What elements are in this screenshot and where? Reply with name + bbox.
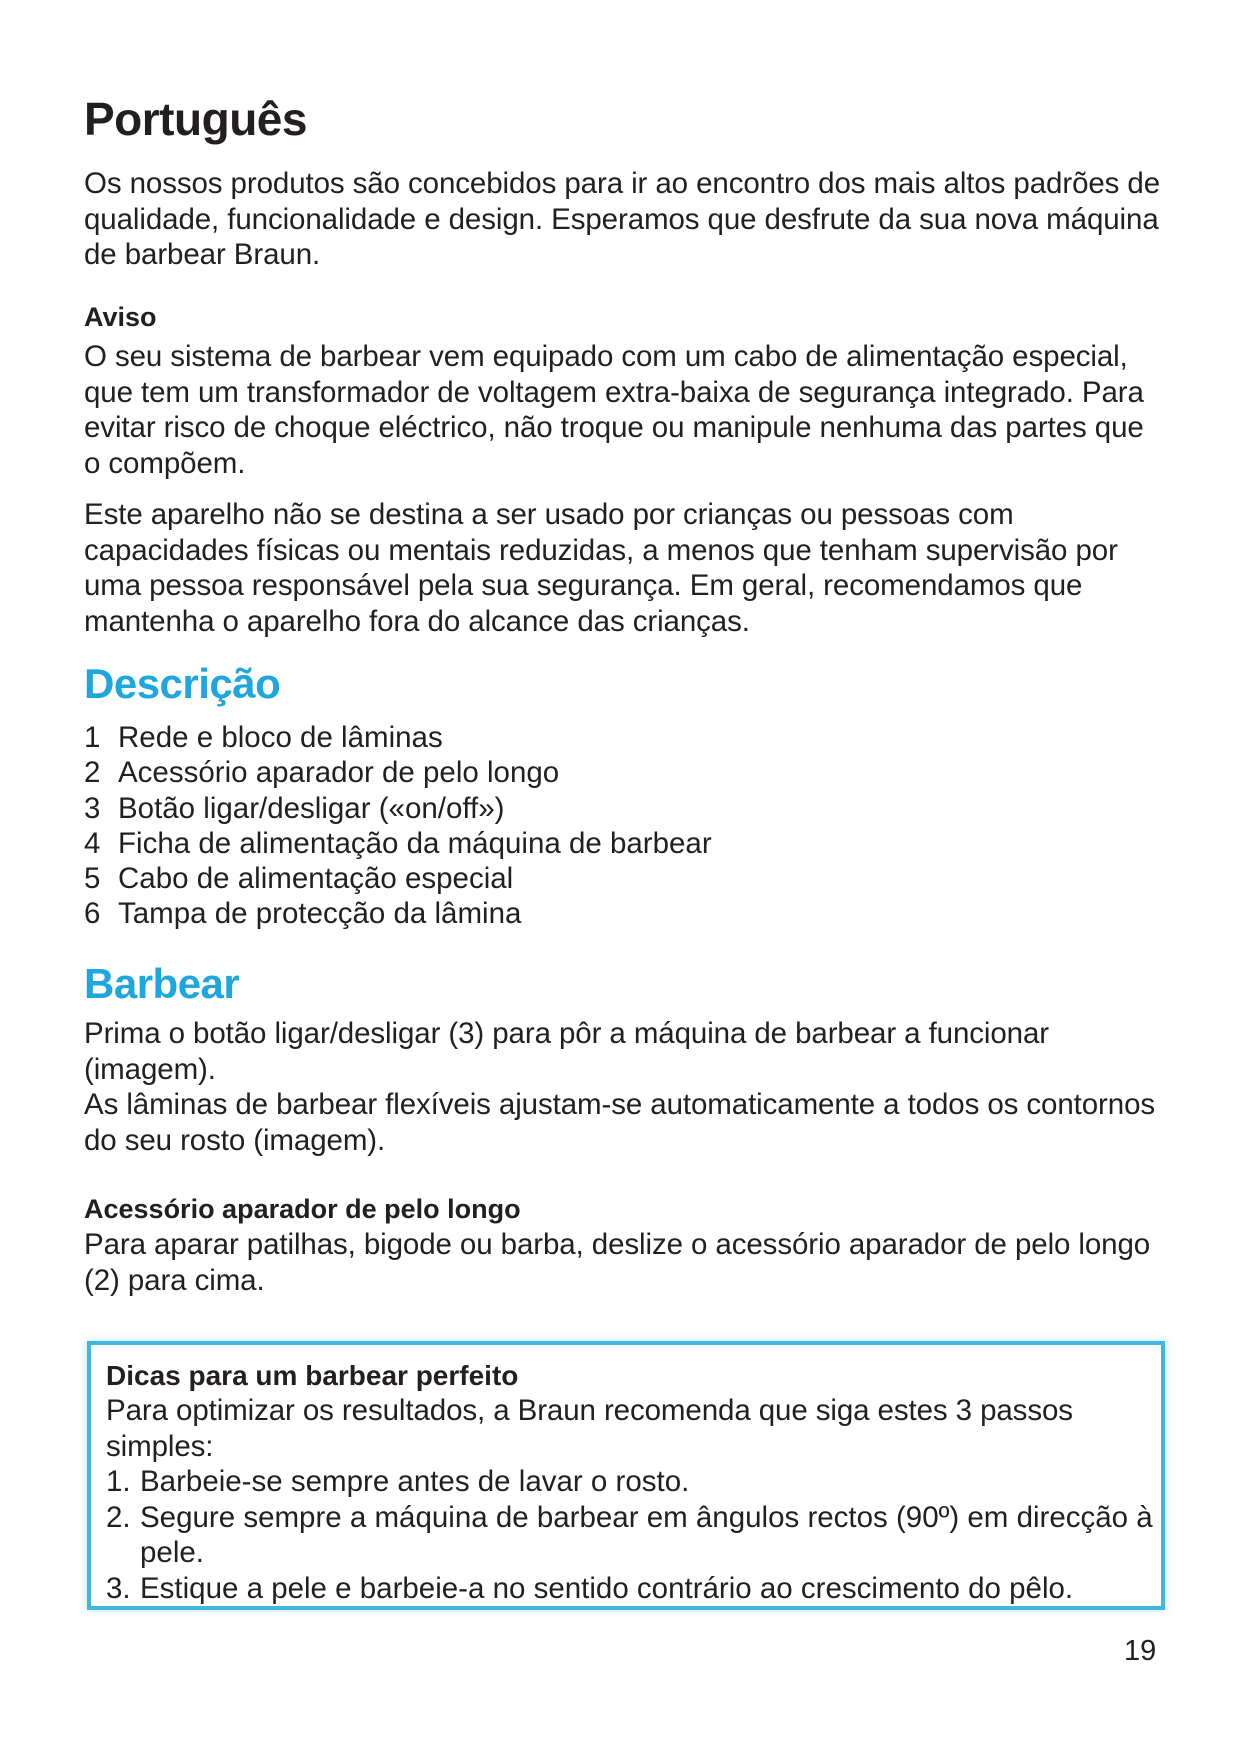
- step-number: 3.: [106, 1571, 131, 1605]
- list-item: [106, 1571, 1156, 1607]
- item-label: Tampa de protecção da lâmina: [118, 897, 522, 931]
- list-item: [84, 720, 1164, 755]
- list-item: [84, 861, 1164, 896]
- item-label: Acessório aparador de pelo longo: [118, 756, 560, 790]
- item-label: Botão ligar/desligar («on/off»): [118, 791, 505, 825]
- page-title: Português: [84, 93, 307, 145]
- shaving-paragraph-1: Prima o botão ligar/desligar (3) para pôr a máquina de barbear a funcionar (imagem).: [84, 1017, 1050, 1086]
- item-number: 3: [84, 791, 101, 825]
- shaving-paragraph-2: As lâminas de barbear flexíveis ajustam-se automaticamente a todos os contornos do seu rosto (imagem).: [84, 1088, 1156, 1157]
- shaving-heading: Barbear: [84, 960, 240, 1007]
- tips-box: [87, 1341, 1165, 1610]
- warning-paragraph-2: Este aparelho não se destina a ser usado por crianças ou pessoas com capacidades físicas ou mentais reduzidas, a menos que tenham supervisão por uma pessoa responsável pela sua segurança. Em geral, recomendamos que mantenha o aparelho fora do alcance das crianças.: [84, 498, 1118, 638]
- trimmer-paragraph: Para aparar patilhas, bigode ou barba, deslize o acessório aparador de pelo longo (2) para cima.: [84, 1228, 1151, 1297]
- item-label: Rede e bloco de lâminas: [118, 721, 443, 754]
- list-item: [84, 896, 1164, 931]
- step-text: Segure sempre a máquina de barbear em ângulos rectos (90º) em direcção à pele.: [140, 1500, 1153, 1569]
- item-number: 1: [84, 721, 101, 754]
- item-number: 6: [84, 897, 101, 931]
- item-label: Cabo de alimentação especial: [118, 862, 514, 896]
- description-heading: Descrição: [84, 660, 281, 707]
- list-item: [106, 1464, 1156, 1500]
- tips-intro: Para optimizar os resultados, a Braun recomenda que siga estes 3 passos simples:: [106, 1394, 1073, 1463]
- intro-block: [84, 166, 1164, 273]
- item-number: 2: [84, 756, 101, 790]
- list-item: [84, 826, 1164, 861]
- tips-heading: Dicas para um barbear perfeito: [106, 1360, 519, 1391]
- list-item: [106, 1500, 1156, 1571]
- list-item: [84, 755, 1164, 790]
- warning-block: [84, 300, 1164, 639]
- step-text: Barbeie-se sempre antes de lavar o rosto.: [140, 1465, 690, 1498]
- intro-paragraph: Os nossos produtos são concebidos para ir ao encontro dos mais altos padrões de qualidade, funcionalidade e design. Esperamos que desfrute da sua nova máquina de barbear Braun.: [84, 167, 1161, 271]
- step-number: 2.: [106, 1500, 131, 1534]
- item-label: Ficha de alimentação da máquina de barbear: [118, 826, 712, 860]
- trimmer-heading: Acessório aparador de pelo longo: [84, 1194, 521, 1224]
- step-number: 1.: [106, 1465, 131, 1498]
- description-list: [84, 720, 1164, 932]
- step-text: Estique a pele e barbeie-a no sentido contrário ao crescimento do pêlo.: [140, 1571, 1074, 1605]
- item-number: 4: [84, 826, 101, 860]
- tips-steps: [106, 1464, 1156, 1606]
- warning-heading: Aviso: [84, 302, 157, 332]
- list-item: [84, 791, 1164, 826]
- shaving-section: [84, 960, 1164, 1298]
- page-number: 19: [1124, 1635, 1157, 1667]
- description-section: [84, 660, 1164, 932]
- warning-paragraph-1: O seu sistema de barbear vem equipado com um cabo de alimentação especial, que tem um transformador de voltagem extra-baixa de segurança integrado. Para evitar risco de choque eléctrico, não troque ou manipule nenhuma das partes que o compõem.: [84, 340, 1144, 480]
- item-number: 5: [84, 862, 101, 896]
